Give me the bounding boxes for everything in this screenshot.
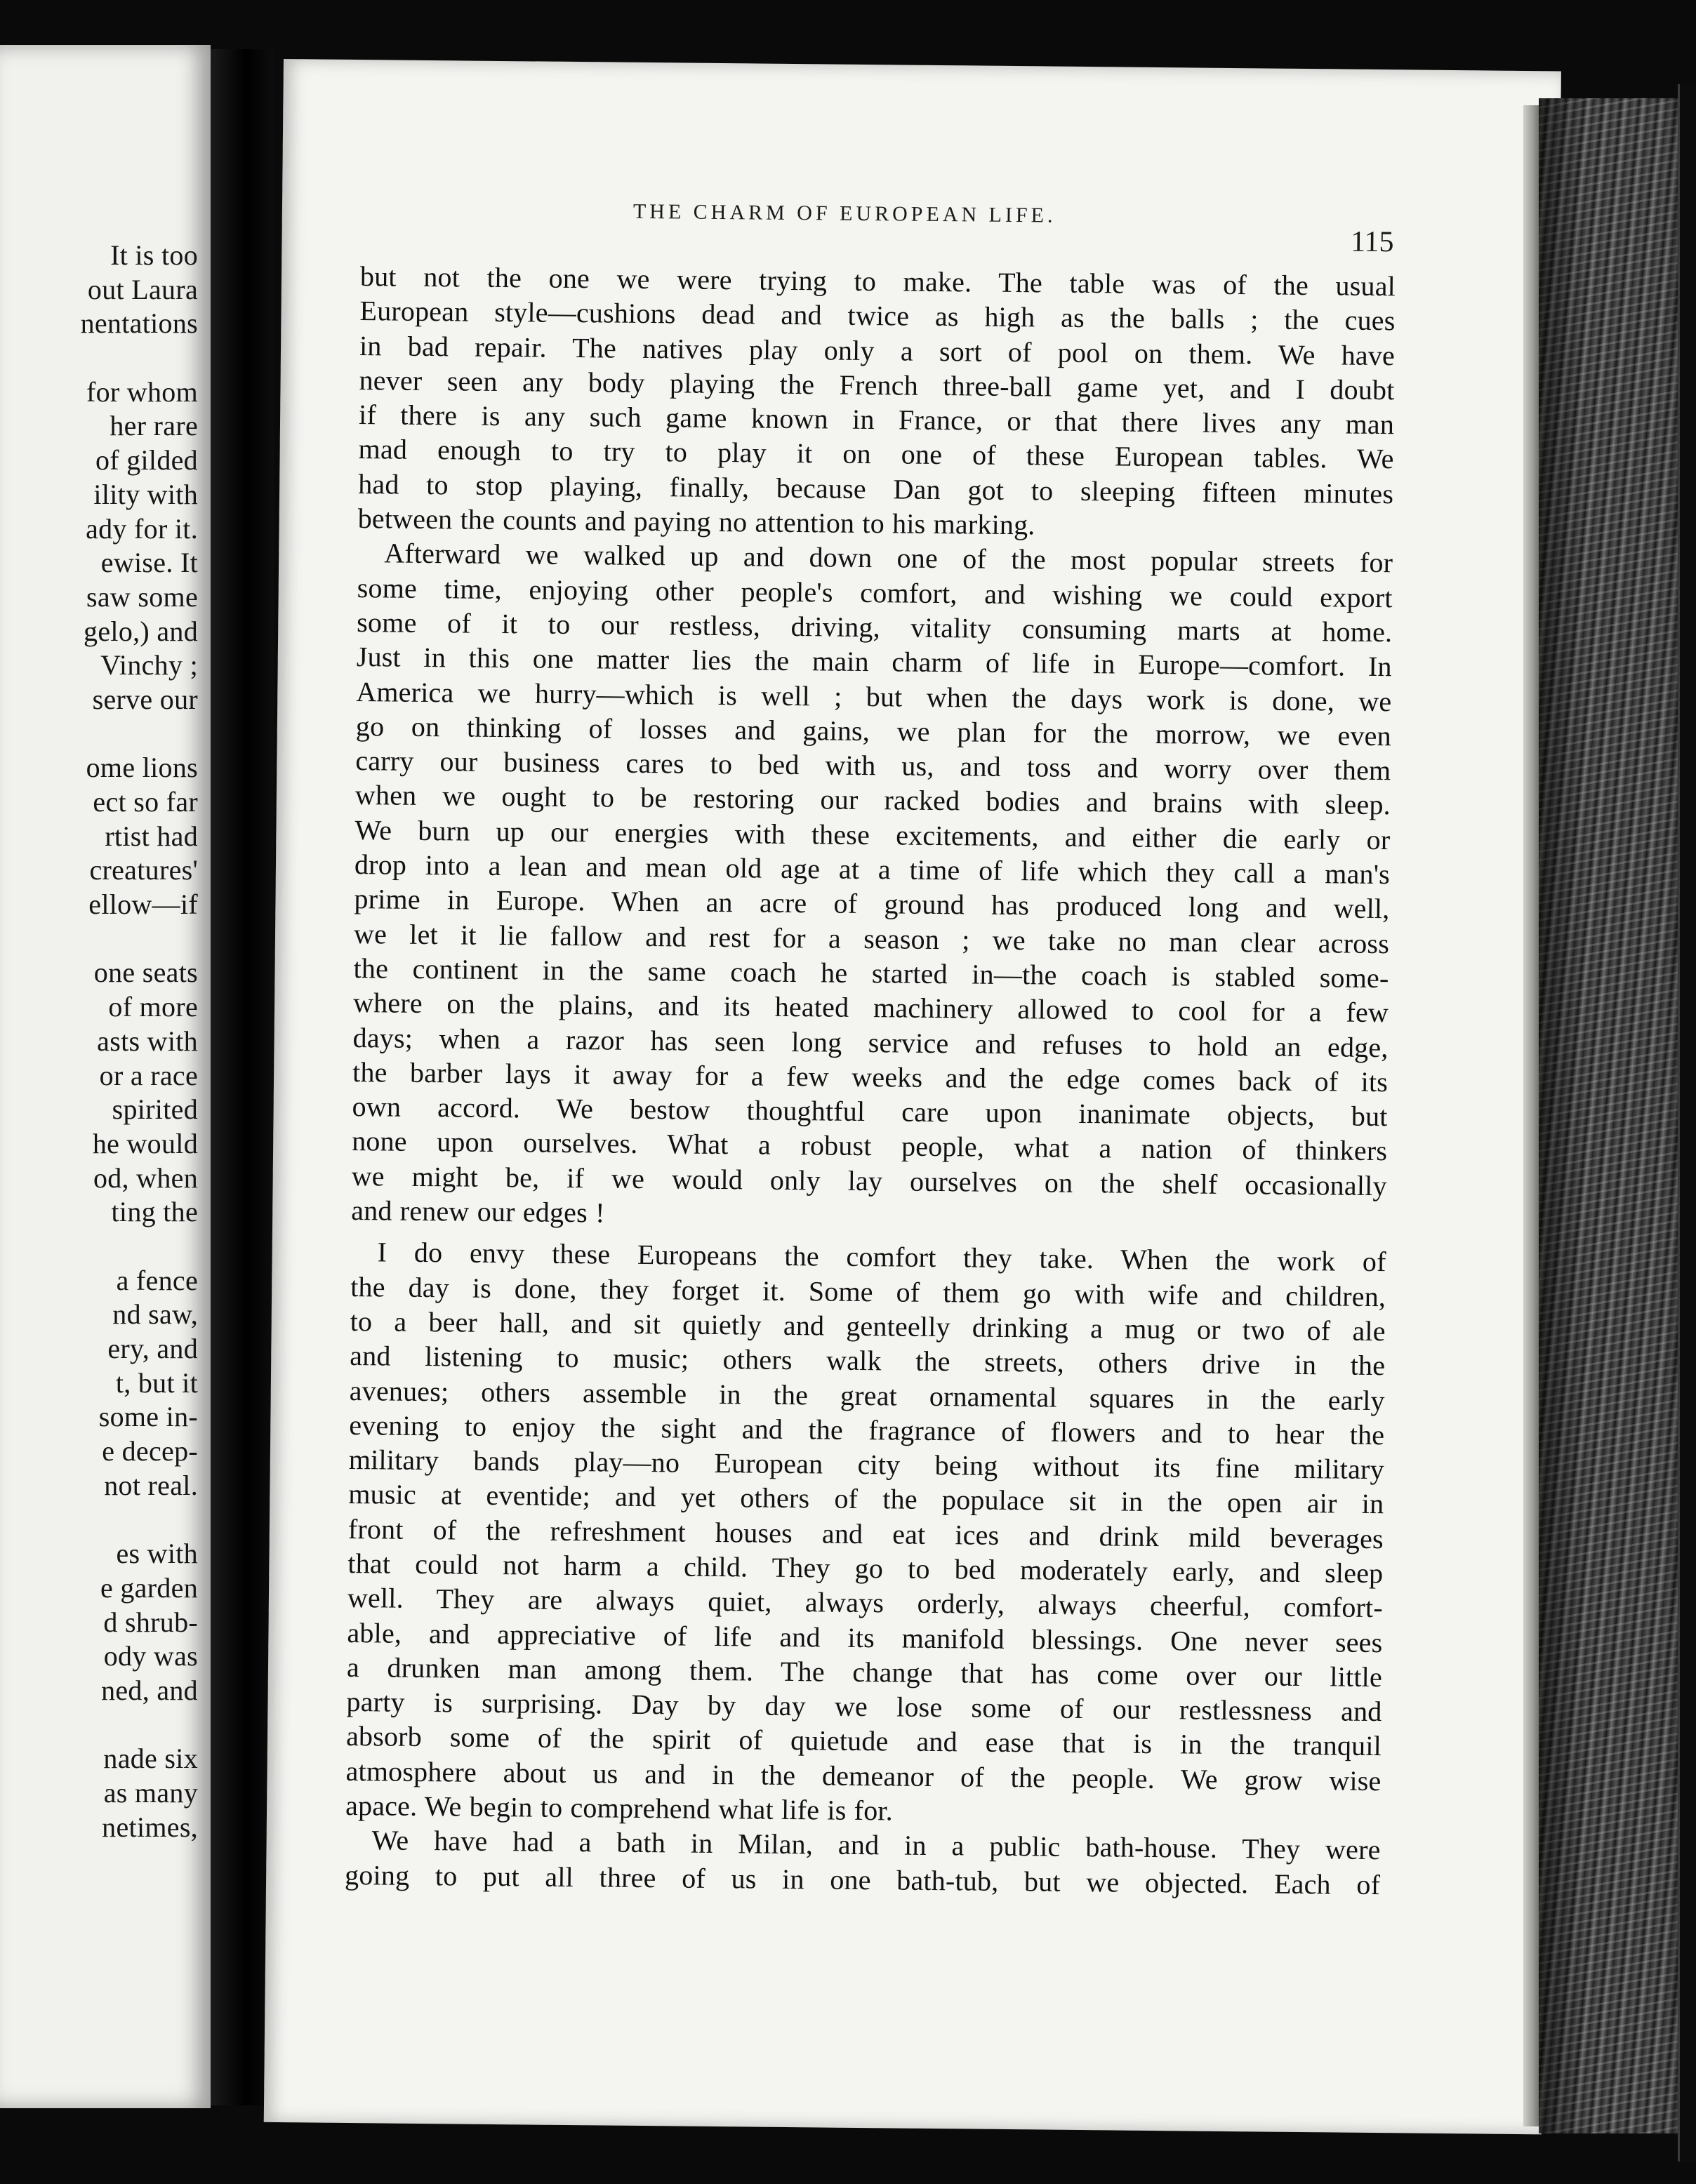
left-line: he would	[92, 1127, 198, 1159]
left-line: creatures'	[89, 854, 198, 886]
left-line: rtist had	[105, 820, 198, 852]
left-line: not real.	[104, 1469, 198, 1501]
left-line: a fence	[116, 1264, 198, 1296]
left-line: nentations	[80, 307, 198, 340]
text-line: we might be, if we would only lay ourselves on the shelf occasionally	[351, 1159, 1387, 1201]
left-line: ody was	[103, 1640, 198, 1672]
text-line: well. They are always quiet, always orderly, always cheerful, comfort-	[347, 1582, 1384, 1624]
text-line: when we ought to be restoring our racked bodies and brains with sleep.	[355, 779, 1391, 821]
text-line: the continent in the same coach he started in—the coach is stabled some-	[353, 952, 1389, 994]
text-line: Just in this one matter lies the main charm of life in Europe—comfort. In	[356, 641, 1392, 683]
text-line: a drunken man among them. The change that has come over our little	[346, 1651, 1383, 1693]
left-page-text	[0, 239, 198, 1844]
left-line: of more	[108, 991, 198, 1023]
left-line: ned, and	[101, 1674, 198, 1706]
text-line: never seen any body playing the French three-ball game yet, and I doubt	[359, 364, 1395, 406]
text-line: party is surprising. Day by day we lose some of our restlessness and	[346, 1686, 1382, 1728]
book-cover-edge	[1678, 84, 1696, 2162]
left-line: ady for it.	[86, 512, 198, 545]
left-line-gap	[0, 922, 198, 957]
running-head: THE CHARM OF EUROPEAN LIFE.	[632, 199, 1056, 227]
text-line: I do envy these Europeans the comfort they take. When the work of	[377, 1236, 1386, 1278]
text-line: We burn up our energies with these excitements, and either die early or	[355, 813, 1391, 855]
text-line: mad enough to try to play it on one of these European tables. We	[358, 433, 1394, 475]
left-line: e decep-	[102, 1435, 198, 1467]
text-line: own accord. We bestow thoughtful care upon inanimate objects, but	[352, 1091, 1388, 1133]
text-line: music at eventide; and yet others of the populace sit in the open air in	[348, 1478, 1384, 1520]
right-page	[264, 59, 1561, 2134]
text-line: some time, enjoying other people's comfort, and wishing we could export	[357, 571, 1393, 613]
text-line: go on thinking of losses and gains, we plan for the morrow, we even	[355, 710, 1392, 752]
text-line: none upon ourselves. What a robust people, what a nation of thinkers	[351, 1125, 1388, 1167]
left-page	[0, 45, 211, 2108]
text-line: some of it to our restless, driving, vitality consuming marts at home.	[357, 606, 1393, 648]
text-line: European style—cushions dead and twice as high as the balls ; the cues	[359, 295, 1396, 337]
text-line: in bad repair. The natives play only a sort of pool on them. We have	[359, 329, 1396, 371]
text-line: but not the one we were trying to make. The table was of the usual	[359, 260, 1396, 302]
left-line: e garden	[100, 1571, 198, 1604]
text-line: and listening to music; others walk the streets, others drive in the	[350, 1340, 1386, 1382]
body-text	[345, 259, 1396, 1902]
text-line: front of the refreshment houses and eat ices and drink mild beverages	[347, 1512, 1384, 1554]
left-line: for whom	[86, 375, 198, 408]
text-line: We have had a bath in Milan, and in a public bath-house. They were	[371, 1824, 1381, 1866]
left-line: ility with	[93, 478, 198, 510]
left-line: one seats	[93, 957, 198, 989]
text-line: carry our business cares to bed with us, and toss and worry over them	[355, 745, 1391, 787]
left-line: Vinchy ;	[100, 649, 198, 681]
left-line-gap	[0, 341, 198, 375]
text-line: America we hurry—which is well ; but when the days work is done, we	[356, 675, 1392, 717]
text-line: Afterward we walked up and down one of the most popular streets for	[384, 537, 1393, 579]
left-line: es with	[116, 1538, 198, 1570]
left-line: ting the	[111, 1196, 198, 1228]
left-line: her rare	[110, 410, 198, 442]
left-line: spirited	[112, 1093, 198, 1126]
left-line: ellow—if	[88, 888, 198, 921]
left-line: some in-	[98, 1401, 198, 1433]
left-line: od, when	[93, 1161, 198, 1194]
text-line: and renew our edges !	[351, 1194, 605, 1229]
text-line: avenues; others assemble in the great ornamental squares in the early	[349, 1374, 1385, 1416]
left-line: ewise. It	[100, 547, 198, 579]
text-line: drop into a lean and mean old age at a time of life which they call a man's	[354, 848, 1391, 891]
left-line: or a race	[99, 1059, 198, 1091]
left-line: d shrub-	[103, 1606, 198, 1638]
left-line: netimes,	[102, 1811, 198, 1843]
left-line: saw some	[86, 580, 198, 613]
left-line-gap	[0, 1708, 198, 1743]
left-line: nade six	[103, 1743, 198, 1775]
left-line: asts with	[97, 1025, 198, 1057]
text-line: atmosphere about us and in the demeanor of the people. We grow wise	[345, 1754, 1382, 1797]
left-line: ome lions	[86, 752, 198, 784]
text-line: between the counts and paying no attention to his marking.	[357, 502, 1035, 541]
text-line: days; when a razor has seen long service and refuses to hold an edge,	[352, 1021, 1389, 1063]
left-line-gap	[0, 1503, 198, 1537]
text-line: if there is any such game known in France, or that there lives any man	[358, 399, 1395, 441]
text-line: had to stop playing, finally, because Dan got to sleeping fifteen minutes	[357, 467, 1394, 510]
text-line: going to put all three of us in one bath-tub, but we objected. Each of	[344, 1858, 1381, 1900]
text-line: to a beer hall, and sit quietly and genteelly drinking a mug or two of ale	[350, 1305, 1386, 1347]
book-gutter	[211, 49, 274, 2105]
left-line: serve our	[92, 683, 198, 715]
page-stack-edge	[1523, 105, 1540, 2126]
left-line: as many	[103, 1776, 198, 1809]
text-line: the barber lays it away for a few weeks and the edge comes back of its	[352, 1056, 1389, 1098]
text-line: prime in Europe. When an acre of ground has produced long and well,	[354, 883, 1390, 925]
text-line: where on the plains, and its heated machinery allowed to cool for a few	[352, 987, 1389, 1029]
page-number: 115	[1350, 225, 1394, 259]
left-line: nd saw,	[112, 1298, 198, 1331]
text-line: able, and appreciative of life and its manifold blessings. One never sees	[347, 1616, 1383, 1658]
left-line-gap	[0, 1230, 198, 1264]
text-line: evening to enjoy the sight and the fragrance of flowers and to hear the	[349, 1409, 1385, 1451]
text-line: absorb some of the spirit of quietude and ease that is in the tranquil	[345, 1720, 1382, 1762]
left-line: out Laura	[87, 273, 198, 305]
text-line: military bands play—no European city being without its fine military	[348, 1444, 1384, 1486]
left-line: of gilded	[95, 444, 198, 477]
left-line: gelo,) and	[84, 615, 198, 647]
left-line: It is too	[110, 239, 198, 271]
left-line-gap	[0, 717, 198, 752]
marbled-cover-edge	[1539, 98, 1696, 2133]
left-line: t, but it	[115, 1366, 198, 1399]
text-line: apace. We begin to comprehend what life is for.	[345, 1790, 894, 1827]
text-line: we let it lie fallow and rest for a season ; we take no man clear across	[353, 917, 1390, 959]
text-line: that could not harm a child. They go to bed moderately early, and sleep	[347, 1547, 1384, 1590]
left-line: ect so far	[93, 786, 198, 818]
text-line: the day is done, they forget it. Some of them go with wife and children,	[350, 1270, 1386, 1312]
left-line: ery, and	[107, 1333, 198, 1364]
